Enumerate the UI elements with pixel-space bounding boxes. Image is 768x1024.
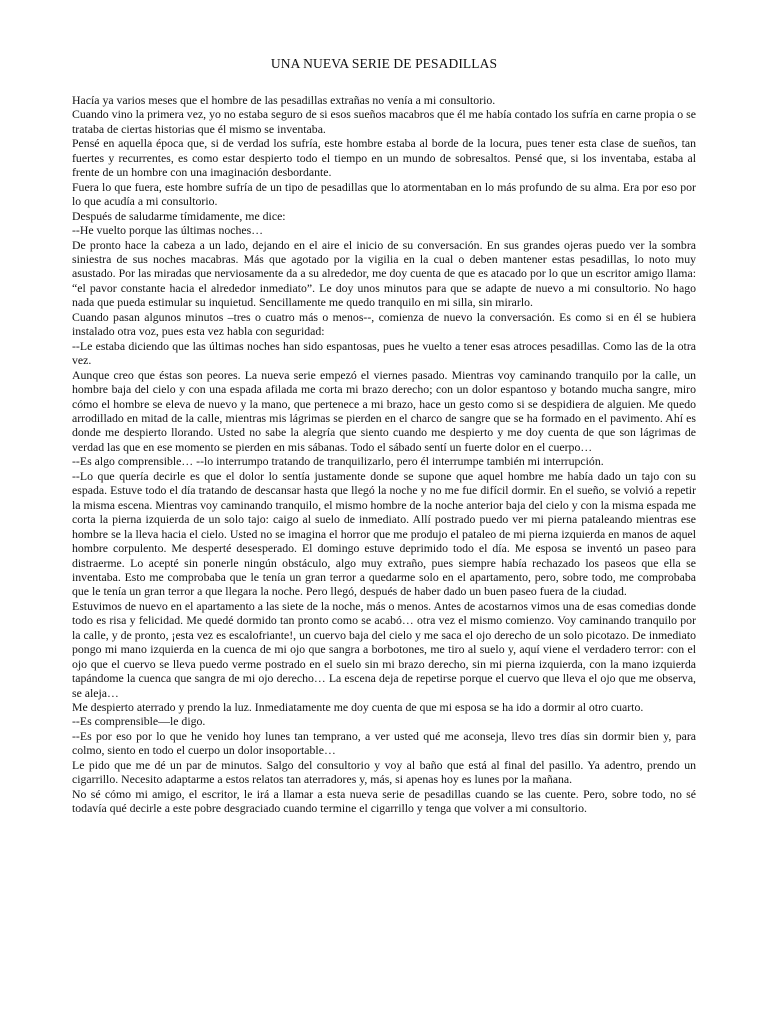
paragraph-5: Después de saludarme tímidamente, me dice: [72,208,286,223]
paragraph-17: Le pido que me dé un par de minutos. Salgo del consultorio y voy al baño que está al final del pasillo. Ya adentro, prendo un cigarrillo. Necesito adaptarme a estos relatos tan aterradores y, más, si apenas hoy es lunes por la mañana. [72,757,696,787]
document-title: UNA NUEVA SERIE DE PESADILLAS [270,56,498,71]
paragraph-1: Hacía ya varios meses que el hombre de las pesadillas extrañas no venía a mi consultorio. [72,93,496,107]
paragraph-10: Aunque creo que éstas son peores. La nueva serie empezó el viernes pasado. Mientras voy caminando tranquilo por la calle, un hombre baja del cielo y con una espada afilada me corta mi brazo derecho; con un dolor espantoso y botando mucha sangre, miro cómo el hombre se eleva de nuevo y la mano, que pertenece a mi brazo, hace un gesto como si se despidiera de alguien. Me quedo arrodillado en mitad de la calle, mientras mis lágrimas se pierden en el charco de sangre que se ha formado en el pavimento. Ahí es donde me despierto llorando. Usted no sabe la alegría que siento cuando me despierto y me doy cuenta de que son lágrimas de verdad las que en ese momento se pierden en mis sábanas. Todo el sábado sentí un fuerte dolor en el cuerpo… [72,367,696,454]
paragraph-3: Pensé en aquella época que, si de verdad los sufría, este hombre estaba al borde de la locura, pues tener esta clase de sueños, tan fuertes y recurrentes, es como estar despierto todo el tiempo en un mundo de sobresaltos. Pensé que, si los inventaba, estaba al frente de un hombre con una imaginación desbordante. [72,136,696,180]
document-body [72,93,696,816]
paragraph-7: De pronto hace la cabeza a un lado, dejando en el aire el inicio de su conversación. En sus grandes ojeras puedo ver la sombra siniestra de sus noches macabras. Más que agotado por la vigilia en la cual o deben mantener estas pesadillas, lo noto muy asustado. Por las miradas que nerviosamente da a su alrededor, me doy cuenta de que es atacado por lo que un escritor amigo llama: “el pavor constante hacia el alrededor inmediato”. Le doy unos minutos para que se adapte de nuevo a mi consultorio. No hago nada que pueda estimular su inquietud. Sencillamente me quedo tranquilo en mi silla, sin mirarlo. [72,237,696,310]
document-page [72,56,696,816]
paragraph-15: --Es comprensible—le digo. [72,714,206,729]
paragraph-16: --Es por eso por lo que he venido hoy lunes tan temprano, a ver usted qué me aconseja, llevo tres días sin dormir bien y, para colmo, siento en todo el cuerpo un dolor insoportable… [72,728,696,758]
paragraph-6: --He vuelto porque las últimas noches… [72,223,263,238]
paragraph-9: --Le estaba diciendo que las últimas noches han sido espantosas, pues he vuelto a tener esas atroces pesadillas. Como las de la otra vez. [72,338,696,368]
paragraph-2: Cuando vino la primera vez, yo no estaba seguro de si esos sueños macabros que él me había contado los sufría en carne propia o se trataba de ciertas historias que él mismo se inventaba. [72,107,696,136]
paragraph-12: --Lo que quería decirle es que el dolor lo sentía justamente donde se supone que aquel hombre me había dado un tajo con su espada. Estuve todo el día tratando de descansar hasta que llegó la noche y no me fue difícil dormir. En el sueño, se volvió a repetir la misma escena. Mientras voy caminando tranquilo, el mismo hombre de la noche anterior baja del cielo y con la misma espada me corta la pierna izquierda de un solo tajo: caigo al suelo de inmediato. Allí postrado puedo ver mi pierna pataleando mientras ese hombre se la lleva hacia el cielo. Usted no se imagina el horror que me produjo el pataleo de mi pierna izquierda en manos de aquel hombre corpulento. Me desperté desesperado. El domingo estuve deprimido todo el día. Me esposa se inventó un paseo para distraerme. Lo acepté sin ponerle ningún obstáculo, algo muy extraño, pues siempre había rechazado los paseos que ella se inventaba. Esto me comprobaba que le tenía un gran terror a quedarme solo en el apartamento, pero, sobre todo, me comprobaba que le tenía un gran terror a que llegara la noche. Pero llegó, después de haber dado un buen paseo fuera de la ciudad. [72,468,696,599]
paragraph-14: Me despierto aterrado y prendo la luz. Inmediatamente me doy cuenta de que mi esposa se ha ido a dormir al otro cuarto. [72,700,644,715]
paragraph-4: Fuera lo que fuera, este hombre sufría de un tipo de pesadillas que lo atormentaban en lo más profundo de su alma. Era por eso por lo que acudía a mi consultorio. [72,179,696,209]
paragraph-18: No sé cómo mi amigo, el escritor, le irá a llamar a esta nueva serie de pesadillas cuando se las cuente. Pero, sobre todo, no sé todavía qué decirle a este pobre desgraciado cuando termine el cigarrillo y tenga que volver a mi consultorio. [72,786,696,816]
paragraph-11: --Es algo comprensible… --lo interrumpo tratando de tranquilizarlo, pero él interrumpe también mi interrupción. [72,454,604,469]
paragraph-13: Estuvimos de nuevo en el apartamento a las siete de la noche, más o menos. Antes de acostarnos vimos una de esas comedias donde todo es risa y felicidad. Me quedé dormido tan pronto como se acabó… otra vez el mismo comienzo. Voy caminando tranquilo por la calle, y de pronto, ¡esta vez es escalofriante!, un cuervo baja del cielo y me saca el ojo derecho de un solo picotazo. De inmediato pongo mi mano izquierda en la cuenca de mi ojo que sangra a borbotones, me tiro al suelo y, aquí viene el verdadero terror: con el ojo que el cuervo se lleva puedo verme postrado en el suelo sin mi brazo derecho, sin mi pierna izquierda, con la mano izquierda tapándome la cuenca que sangra de mi ojo derecho… La escena deja de repetirse porque el cuervo que lleva el ojo que me observa, se aleja… [72,598,696,700]
paragraph-8: Cuando pasan algunos minutos –tres o cuatro más o menos--, comienza de nuevo la conversación. Es como si en él se hubiera instalado otra voz, pues esta vez habla con seguridad: [72,309,696,339]
